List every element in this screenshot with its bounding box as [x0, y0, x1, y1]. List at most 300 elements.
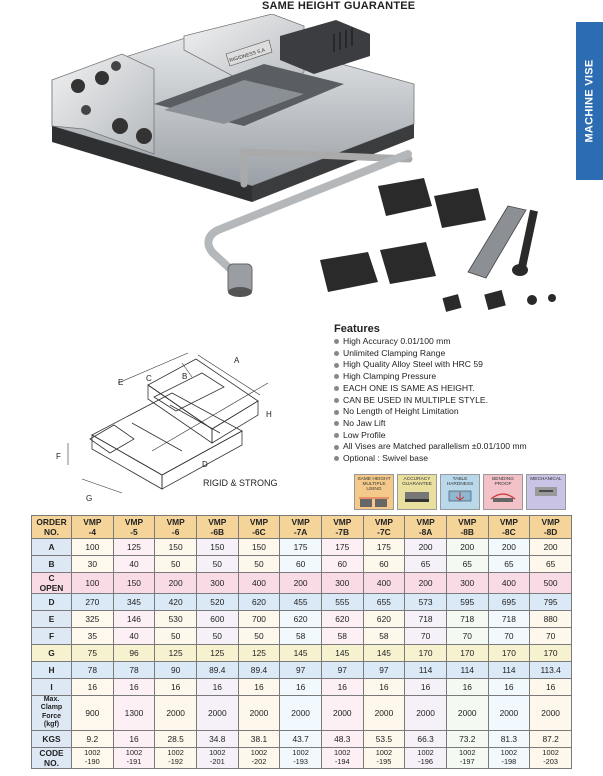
table-cell: 2000: [446, 696, 488, 731]
cell-text: -8B: [460, 527, 474, 537]
table-cell: 50: [196, 556, 238, 573]
cell-text: D: [48, 597, 55, 607]
bullet-icon: [334, 398, 339, 403]
table-row: [32, 611, 572, 628]
table-cell: 270: [72, 594, 114, 611]
same-height-icon: [359, 495, 389, 509]
table-cell: 2000: [196, 696, 238, 731]
cell-text: 1002: [209, 748, 226, 758]
cell-text: -7A: [293, 527, 308, 537]
accuracy-icon: [402, 489, 432, 503]
row-label: [32, 747, 72, 768]
table-cell: 65: [488, 556, 530, 573]
cell-text: VMP: [166, 517, 185, 527]
table-cell: 16: [446, 679, 488, 696]
cell-text: G: [48, 648, 55, 658]
vise-engraving: RIGIDNESS S.A: [228, 47, 266, 64]
row-label: [32, 611, 72, 628]
table-cell: 520: [196, 594, 238, 611]
feature-item: Low Profile: [334, 430, 574, 442]
table-row: [32, 730, 572, 747]
model-header: [72, 516, 114, 539]
cell-text: 1002: [84, 748, 101, 758]
cell-text: A: [48, 542, 55, 552]
table-cell: 145: [280, 645, 322, 662]
table-cell: 400: [238, 573, 280, 594]
dim-label-g: G: [86, 494, 93, 503]
table-cell: 50: [155, 556, 197, 573]
table-cell: 200: [530, 539, 572, 556]
table-cell: 70: [530, 628, 572, 645]
table-cell: 300: [321, 573, 363, 594]
row-label: [32, 628, 72, 645]
table-cell: 700: [238, 611, 280, 628]
bullet-icon: [334, 445, 339, 450]
table-cell: 58: [280, 628, 322, 645]
table-row: [32, 645, 572, 662]
table-cell: 16: [530, 679, 572, 696]
cell-text: 1002: [167, 748, 184, 758]
table-cell: 400: [363, 573, 405, 594]
table-cell: [488, 747, 530, 768]
table-cell: 70: [405, 628, 447, 645]
table-cell: 145: [321, 645, 363, 662]
table-cell: 200: [405, 573, 447, 594]
table-cell: 114: [405, 662, 447, 679]
table-cell: 900: [72, 696, 114, 731]
header-order-no: [32, 516, 72, 539]
row-label: [32, 539, 72, 556]
table-cell: 150: [113, 573, 155, 594]
cell-text: VMP: [541, 517, 560, 527]
table-cell: 96: [113, 645, 155, 662]
table-cell: 78: [113, 662, 155, 679]
cell-text: -192: [168, 756, 184, 766]
table-cell: [238, 747, 280, 768]
table-cell: 16: [321, 679, 363, 696]
cell-text: -193: [293, 756, 308, 766]
table-cell: 90: [155, 662, 197, 679]
table-row: [32, 696, 572, 731]
cell-text: H: [48, 665, 55, 675]
table-cell: 170: [530, 645, 572, 662]
model-header: [363, 516, 405, 539]
cell-text: -198: [501, 756, 517, 766]
feature-item: All Vises are Matched parallelism ±0.01/100 mm: [334, 441, 574, 453]
cell-text: OPEN: [39, 583, 64, 593]
table-cell: 146: [113, 611, 155, 628]
table-cell: 200: [488, 539, 530, 556]
cell-text: CODE: [39, 747, 64, 758]
table-cell: 50: [238, 556, 280, 573]
table-cell: 16: [155, 679, 197, 696]
cell-text: B: [48, 559, 55, 569]
feature-item: No Jaw Lift: [334, 418, 574, 430]
table-cell: 97: [280, 662, 322, 679]
table-cell: 81.3: [488, 730, 530, 747]
model-header: [113, 516, 155, 539]
cell-text: -201: [209, 756, 225, 766]
table-cell: 200: [155, 573, 197, 594]
table-cell: [196, 747, 238, 768]
table-cell: 620: [238, 594, 280, 611]
drawing-caption: RIGID & STRONG: [203, 478, 278, 488]
cell-text: ORDER: [36, 517, 67, 527]
table-cell: 2000: [488, 696, 530, 731]
badge-mechanical: MECHANICAL: [526, 474, 566, 510]
table-cell: 16: [72, 679, 114, 696]
table-cell: [113, 747, 155, 768]
table-cell: 325: [72, 611, 114, 628]
table-cell: 620: [280, 611, 322, 628]
table-row: [32, 539, 572, 556]
table-cell: 97: [321, 662, 363, 679]
cell-text: 1002: [542, 748, 559, 758]
cell-text: 1002: [292, 748, 309, 758]
row-label: [32, 556, 72, 573]
table-cell: 1300: [113, 696, 155, 731]
table-cell: 695: [488, 594, 530, 611]
badge-accuracy: ACCURACY GUARANTEE: [397, 474, 437, 510]
table-cell: 89.4: [196, 662, 238, 679]
cell-text: VMP: [416, 517, 435, 527]
model-header: [155, 516, 197, 539]
table-cell: 300: [196, 573, 238, 594]
hardness-icon: [445, 489, 475, 503]
table-row: [32, 573, 572, 594]
table-cell: 50: [238, 628, 280, 645]
dim-label-f: F: [56, 452, 61, 461]
table-cell: 9.2: [72, 730, 114, 747]
cell-text: VMP: [499, 517, 518, 527]
dim-label-d: D: [202, 460, 208, 469]
model-header: [446, 516, 488, 539]
table-cell: 16: [488, 679, 530, 696]
table-cell: 113.4: [530, 662, 572, 679]
cell-text: -6C: [252, 527, 266, 537]
cell-text: 1002: [125, 748, 143, 758]
table-cell: 40: [113, 556, 155, 573]
cell-text: (kgf): [43, 721, 60, 729]
cell-text: -8C: [502, 527, 516, 537]
features-list: [334, 336, 574, 465]
table-cell: 150: [196, 539, 238, 556]
cell-text: 1002: [417, 748, 434, 758]
cell-text: Clamp: [40, 704, 63, 712]
table-cell: 16: [238, 679, 280, 696]
cell-text: -203: [543, 756, 558, 766]
dim-label-b: B: [182, 372, 188, 381]
table-cell: 718: [488, 611, 530, 628]
table-cell: 2000: [405, 696, 447, 731]
features-section: [334, 323, 574, 465]
table-cell: 620: [321, 611, 363, 628]
table-cell: 175: [321, 539, 363, 556]
dim-label-h: H: [266, 410, 272, 419]
model-header: [196, 516, 238, 539]
table-cell: 100: [72, 539, 114, 556]
cell-text: -190: [84, 756, 100, 766]
table-cell: 345: [113, 594, 155, 611]
table-cell: 40: [113, 628, 155, 645]
table-row: [32, 556, 572, 573]
table-cell: 530: [155, 611, 197, 628]
cell-text: VMP: [208, 517, 227, 527]
cell-text: -8D: [543, 527, 558, 537]
table-row: [32, 679, 572, 696]
cell-text: I: [50, 682, 53, 692]
row-label: [32, 645, 72, 662]
model-header: [238, 516, 280, 539]
table-cell: 655: [363, 594, 405, 611]
table-cell: 595: [446, 594, 488, 611]
table-cell: 43.7: [280, 730, 322, 747]
feature-item: High Accuracy 0.01/100 mm: [334, 336, 574, 348]
bullet-icon: [334, 339, 339, 344]
table-cell: 114: [488, 662, 530, 679]
bending-proof-icon: [488, 489, 518, 503]
bullet-icon: [334, 456, 339, 461]
cell-text: VMP: [333, 517, 352, 527]
mechanical-icon: [531, 484, 561, 498]
row-label: [32, 573, 72, 594]
table-cell: 87.2: [530, 730, 572, 747]
table-cell: 70: [446, 628, 488, 645]
cell-text: -202: [251, 756, 267, 766]
cell-text: C: [48, 573, 55, 583]
table-cell: [530, 747, 572, 768]
table-cell: 2000: [530, 696, 572, 731]
cell-text: Force: [41, 712, 62, 720]
table-cell: 455: [280, 594, 322, 611]
cell-text: 1002: [334, 748, 351, 758]
table-row: [32, 662, 572, 679]
dim-label-e: E: [118, 378, 124, 387]
cell-text: -5: [130, 527, 138, 537]
badge-same-height: SAME HEIGHT MULTIPLE USING: [354, 474, 394, 510]
cell-text: 1002: [500, 748, 518, 758]
table-cell: 555: [321, 594, 363, 611]
table-cell: 50: [155, 628, 197, 645]
table-row: [32, 594, 572, 611]
cell-text: VMP: [124, 517, 144, 527]
feature-item: No Length of Height Limitation: [334, 406, 574, 418]
table-cell: 200: [405, 539, 447, 556]
cell-text: -4: [88, 527, 97, 537]
cell-text: -195: [376, 756, 392, 766]
clamp-accessories-photo: [318, 176, 572, 314]
table-cell: 150: [155, 539, 197, 556]
bullet-icon: [334, 351, 339, 356]
dim-label-a: A: [234, 356, 240, 365]
table-cell: 620: [363, 611, 405, 628]
cell-text: Max.: [43, 696, 60, 703]
feature-item: Unlimited Clamping Range: [334, 348, 574, 360]
table-cell: 50: [196, 628, 238, 645]
badge-bending-proof: BENDING PROOF: [483, 474, 523, 510]
table-cell: 125: [155, 645, 197, 662]
table-cell: 145: [363, 645, 405, 662]
cell-text: 1002: [459, 748, 476, 758]
cell-text: VMP: [458, 517, 477, 527]
cell-text: VMP: [374, 517, 393, 527]
table-cell: [363, 747, 405, 768]
bullet-icon: [334, 433, 339, 438]
table-cell: [321, 747, 363, 768]
table-cell: 53.5: [363, 730, 405, 747]
table-cell: 16: [280, 679, 322, 696]
table-cell: 65: [446, 556, 488, 573]
model-header: [530, 516, 572, 539]
cell-text: E: [48, 614, 55, 624]
cell-text: 1002: [250, 748, 268, 758]
table-cell: 170: [446, 645, 488, 662]
table-cell: 66.3: [405, 730, 447, 747]
table-cell: 70: [488, 628, 530, 645]
table-cell: 28.5: [155, 730, 197, 747]
table-cell: 78: [72, 662, 114, 679]
table-row: [32, 747, 572, 768]
table-cell: 58: [363, 628, 405, 645]
dim-label-c: C: [146, 374, 152, 383]
row-label: [32, 662, 72, 679]
table-cell: [280, 747, 322, 768]
table-cell: 65: [405, 556, 447, 573]
table-cell: 600: [196, 611, 238, 628]
table-cell: 30: [72, 556, 114, 573]
table-cell: 2000: [321, 696, 363, 731]
table-cell: 170: [405, 645, 447, 662]
table-cell: 16: [196, 679, 238, 696]
table-cell: 60: [280, 556, 322, 573]
table-cell: 125: [196, 645, 238, 662]
table-row: [32, 628, 572, 645]
cell-text: VMP: [291, 517, 310, 527]
table-cell: 16: [113, 730, 155, 747]
table-cell: 97: [363, 662, 405, 679]
table-cell: [72, 747, 114, 768]
cell-text: 1002: [375, 748, 393, 758]
feature-item: Optional : Swivel base: [334, 453, 574, 465]
table-cell: 300: [446, 573, 488, 594]
feature-item: High Clamping Pressure: [334, 371, 574, 383]
table-cell: 200: [280, 573, 322, 594]
table-cell: [405, 747, 447, 768]
cell-text: VMP: [83, 517, 102, 527]
row-label: [32, 730, 72, 747]
bullet-icon: [334, 374, 339, 379]
table-cell: 718: [446, 611, 488, 628]
model-header: [405, 516, 447, 539]
model-header: [488, 516, 530, 539]
table-cell: [155, 747, 197, 768]
table-cell: 75: [72, 645, 114, 662]
cell-text: -196: [418, 756, 433, 766]
table-cell: 2000: [280, 696, 322, 731]
table-cell: 58: [321, 628, 363, 645]
row-label: [32, 594, 72, 611]
table-cell: 880: [530, 611, 572, 628]
bullet-icon: [334, 386, 339, 391]
table-cell: 2000: [363, 696, 405, 731]
table-cell: 175: [363, 539, 405, 556]
feature-item: EACH ONE IS SAME AS HEIGHT.: [334, 383, 574, 395]
table-cell: 114: [446, 662, 488, 679]
table-cell: 573: [405, 594, 447, 611]
bullet-icon: [334, 363, 339, 368]
page-title: SAME HEIGHT GUARANTEE: [262, 0, 416, 12]
table-cell: 2000: [238, 696, 280, 731]
features-title: Features: [334, 323, 380, 335]
section-tab-machine-vise[interactable]: [576, 22, 603, 180]
table-cell: 500: [530, 573, 572, 594]
row-label: [32, 696, 72, 731]
table-cell: 175: [280, 539, 322, 556]
feature-badges: [354, 474, 566, 510]
section-tab-label: MACHINE VISE: [583, 59, 596, 143]
cell-text: -7C: [377, 527, 391, 537]
table-cell: 73.2: [446, 730, 488, 747]
bullet-icon: [334, 421, 339, 426]
bullet-icon: [334, 410, 339, 415]
table-cell: 150: [238, 539, 280, 556]
table-cell: 34.8: [196, 730, 238, 747]
table-header-row: [32, 516, 572, 539]
cell-text: -194: [334, 756, 350, 766]
table-cell: 38.1: [238, 730, 280, 747]
table-cell: 16: [405, 679, 447, 696]
table-cell: 60: [363, 556, 405, 573]
cell-text: KGS: [42, 733, 61, 744]
feature-item: CAN BE USED IN MULTIPLE STYLE.: [334, 395, 574, 407]
table-cell: [446, 747, 488, 768]
cell-text: -6B: [210, 527, 225, 537]
cell-text: -8A: [418, 527, 433, 537]
table-cell: 125: [238, 645, 280, 662]
table-cell: 16: [363, 679, 405, 696]
table-cell: 718: [405, 611, 447, 628]
table-cell: 89.4: [238, 662, 280, 679]
table-cell: 48.3: [321, 730, 363, 747]
table-cell: 16: [113, 679, 155, 696]
cell-text: VMP: [249, 517, 269, 527]
model-header: [280, 516, 322, 539]
table-cell: 60: [321, 556, 363, 573]
table-cell: 65: [530, 556, 572, 573]
cell-text: -7B: [335, 527, 350, 537]
cell-text: -197: [459, 756, 475, 766]
model-header: [321, 516, 363, 539]
cell-text: NO.: [44, 527, 59, 537]
table-cell: 400: [488, 573, 530, 594]
specification-table: [31, 515, 572, 769]
cell-text: -6: [171, 527, 180, 537]
table-cell: 125: [113, 539, 155, 556]
feature-item: High Quality Alloy Steel with HRC 59: [334, 359, 574, 371]
table-cell: 170: [488, 645, 530, 662]
cell-text: F: [48, 631, 55, 641]
table-cell: 2000: [155, 696, 197, 731]
table-cell: 35: [72, 628, 114, 645]
table-cell: 100: [72, 573, 114, 594]
table-cell: 200: [446, 539, 488, 556]
table-cell: 795: [530, 594, 572, 611]
table-cell: 420: [155, 594, 197, 611]
row-label: [32, 679, 72, 696]
badge-table-hardness: TABLE HARDNESS: [440, 474, 480, 510]
cell-text: NO.: [44, 757, 59, 768]
cell-text: -191: [126, 756, 142, 766]
